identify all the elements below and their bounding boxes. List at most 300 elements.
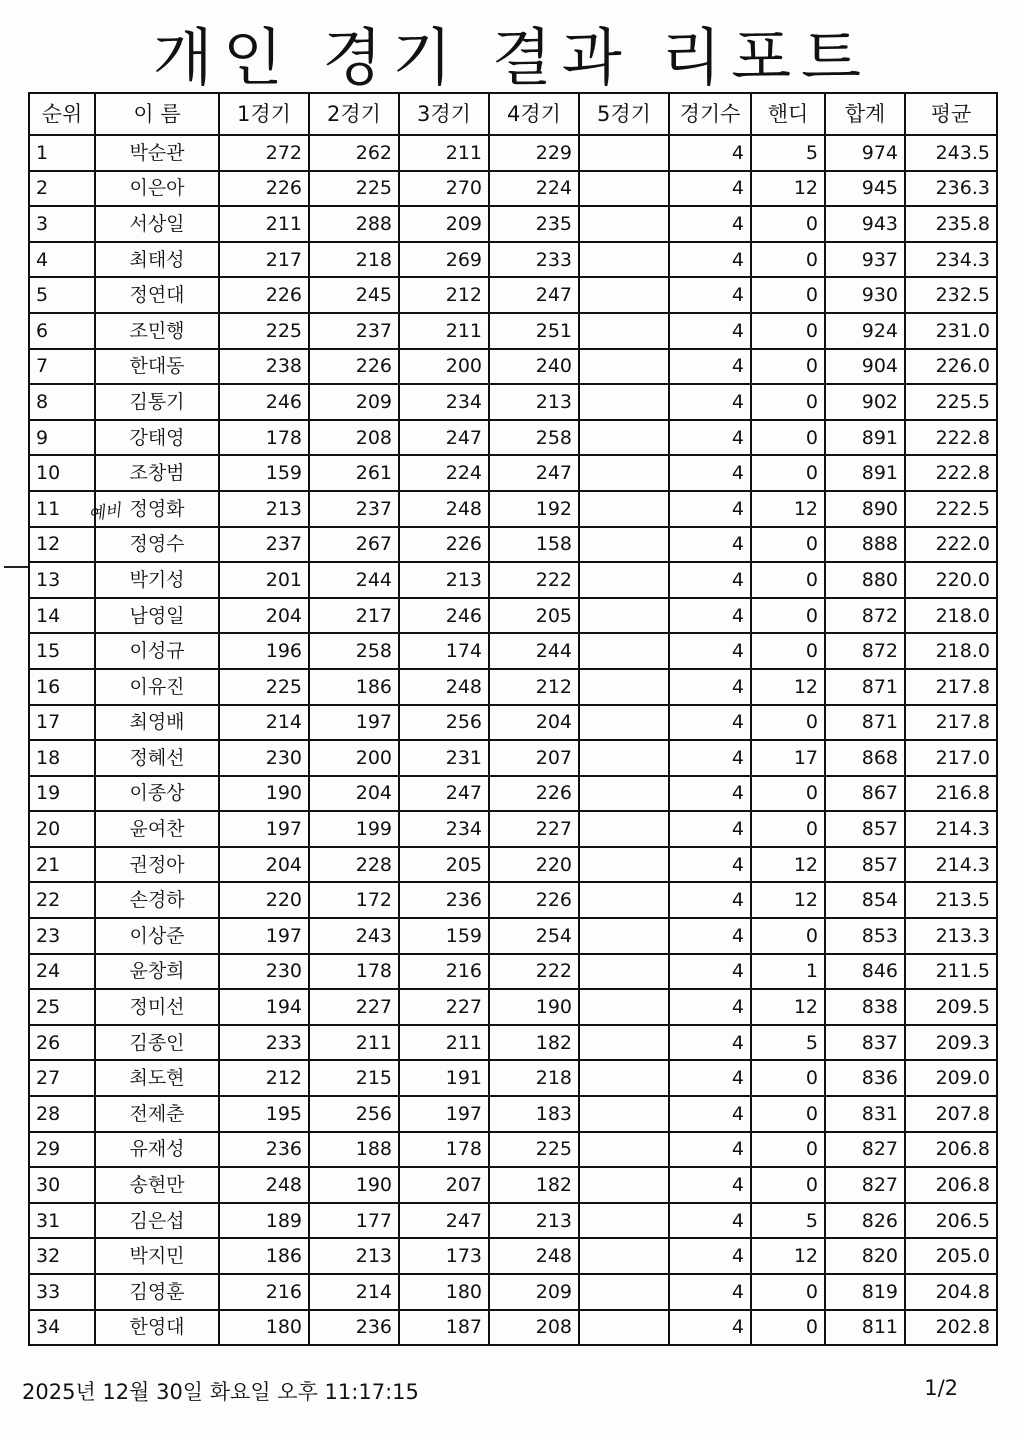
cell-game4: 224 — [489, 171, 579, 207]
table-row — [29, 1096, 997, 1132]
cell-game2: 213 — [309, 1238, 399, 1274]
cell-handicap: 0 — [751, 1060, 825, 1096]
table-row — [29, 1238, 997, 1274]
cell-games: 4 — [669, 1238, 751, 1274]
cell-name: 윤여찬 — [95, 811, 219, 847]
cell-game1: 248 — [219, 1167, 309, 1203]
cell-rank: 29 — [29, 1132, 95, 1168]
cell-game5 — [579, 527, 669, 563]
cell-name: 박지민 — [95, 1238, 219, 1274]
cell-game2: 256 — [309, 1096, 399, 1132]
cell-game2: 228 — [309, 847, 399, 883]
cell-game5 — [579, 1310, 669, 1346]
cell-games: 4 — [669, 811, 751, 847]
cell-game1: 178 — [219, 420, 309, 456]
cell-rank: 23 — [29, 918, 95, 954]
cell-game5 — [579, 384, 669, 420]
cell-average: 205.0 — [905, 1238, 997, 1274]
cell-game3: 227 — [399, 989, 489, 1025]
cell-games: 4 — [669, 1310, 751, 1346]
cell-average: 206.8 — [905, 1167, 997, 1203]
cell-handicap: 12 — [751, 171, 825, 207]
cell-game2: 244 — [309, 562, 399, 598]
cell-game3: 226 — [399, 527, 489, 563]
col-header-average: 평균 — [905, 93, 997, 135]
cell-average: 231.0 — [905, 313, 997, 349]
cell-game5 — [579, 313, 669, 349]
report-title: 개인 경기 결과 리포트 — [152, 21, 872, 94]
cell-game2: 288 — [309, 206, 399, 242]
cell-game2: 225 — [309, 171, 399, 207]
cell-rank: 22 — [29, 882, 95, 918]
cell-game3: 209 — [399, 206, 489, 242]
cell-game5 — [579, 1132, 669, 1168]
cell-rank: 13 — [29, 562, 95, 598]
cell-games: 4 — [669, 669, 751, 705]
cell-game2: 208 — [309, 420, 399, 456]
cell-game5 — [579, 420, 669, 456]
cell-name: 박순관 — [95, 135, 219, 171]
cell-total: 930 — [825, 277, 905, 313]
cell-handicap: 0 — [751, 242, 825, 278]
cell-game3: 159 — [399, 918, 489, 954]
cell-game1: 186 — [219, 1238, 309, 1274]
col-header-rank: 순위 — [29, 93, 95, 135]
cell-handicap: 0 — [751, 527, 825, 563]
cell-game4: 205 — [489, 598, 579, 634]
cell-handicap: 0 — [751, 1274, 825, 1310]
results-body — [29, 135, 997, 1345]
cell-game5 — [579, 847, 669, 883]
cell-game4: 248 — [489, 1238, 579, 1274]
cell-handicap: 0 — [751, 455, 825, 491]
cell-game1: 236 — [219, 1132, 309, 1168]
cell-game3: 191 — [399, 1060, 489, 1096]
cell-name: 강태영 — [95, 420, 219, 456]
cell-game4: 213 — [489, 384, 579, 420]
cell-handicap: 0 — [751, 598, 825, 634]
cell-game1: 233 — [219, 1025, 309, 1061]
cell-name: 조민행 — [95, 313, 219, 349]
col-header-name: 이 름 — [95, 93, 219, 135]
col-header-game2: 2경기 — [309, 93, 399, 135]
cell-game3: 212 — [399, 277, 489, 313]
cell-game2: 186 — [309, 669, 399, 705]
cell-game2: 197 — [309, 705, 399, 741]
cell-name: 남영일 — [95, 598, 219, 634]
cell-game5 — [579, 242, 669, 278]
cell-total: 838 — [825, 989, 905, 1025]
cell-game2: 227 — [309, 989, 399, 1025]
cell-average: 220.0 — [905, 562, 997, 598]
cell-handicap: 12 — [751, 491, 825, 527]
cell-average: 202.8 — [905, 1310, 997, 1346]
cell-rank: 14 — [29, 598, 95, 634]
cell-average: 222.0 — [905, 527, 997, 563]
table-row — [29, 989, 997, 1025]
cell-game1: 217 — [219, 242, 309, 278]
cell-game5 — [579, 349, 669, 385]
table-row — [29, 491, 997, 527]
cell-game1: 197 — [219, 811, 309, 847]
cell-game5 — [579, 598, 669, 634]
cell-rank: 34 — [29, 1310, 95, 1346]
cell-total: 836 — [825, 1060, 905, 1096]
cell-rank: 31 — [29, 1203, 95, 1239]
cell-average: 222.5 — [905, 491, 997, 527]
cell-rank: 21 — [29, 847, 95, 883]
cell-game2: 188 — [309, 1132, 399, 1168]
table-row — [29, 171, 997, 207]
table-row — [29, 1274, 997, 1310]
handwritten-note: 예비 — [87, 500, 123, 526]
cell-average: 235.8 — [905, 206, 997, 242]
cell-game3: 211 — [399, 313, 489, 349]
cell-rank: 2 — [29, 171, 95, 207]
cell-game3: 234 — [399, 384, 489, 420]
cell-total: 890 — [825, 491, 905, 527]
cell-handicap: 0 — [751, 776, 825, 812]
cell-average: 214.3 — [905, 847, 997, 883]
cell-game5 — [579, 954, 669, 990]
cell-rank: 7 — [29, 349, 95, 385]
cell-average: 236.3 — [905, 171, 997, 207]
cell-name: 최영배 — [95, 705, 219, 741]
cell-handicap: 0 — [751, 918, 825, 954]
cell-game1: 230 — [219, 740, 309, 776]
cell-name: 최태성 — [95, 242, 219, 278]
print-timestamp: 2025년 12월 30일 화요일 오후 11:17:15 — [22, 1380, 419, 1404]
cell-games: 4 — [669, 135, 751, 171]
cell-game3: 207 — [399, 1167, 489, 1203]
cell-game5 — [579, 1203, 669, 1239]
cell-average: 218.0 — [905, 633, 997, 669]
results-table — [28, 92, 998, 1346]
cell-games: 4 — [669, 776, 751, 812]
cell-total: 872 — [825, 598, 905, 634]
col-header-games: 경기수 — [669, 93, 751, 135]
cell-handicap: 17 — [751, 740, 825, 776]
cell-rank: 18 — [29, 740, 95, 776]
cell-game2: 199 — [309, 811, 399, 847]
cell-game5 — [579, 1238, 669, 1274]
cell-game4: 204 — [489, 705, 579, 741]
cell-game5 — [579, 277, 669, 313]
cell-total: 943 — [825, 206, 905, 242]
cell-name: 정영화 — [95, 491, 219, 527]
cell-handicap: 0 — [751, 811, 825, 847]
cell-games: 4 — [669, 918, 751, 954]
cell-game1: 216 — [219, 1274, 309, 1310]
cell-game4: 192 — [489, 491, 579, 527]
cell-name: 정혜선 — [95, 740, 219, 776]
cell-total: 902 — [825, 384, 905, 420]
cell-game5 — [579, 705, 669, 741]
cell-total: 868 — [825, 740, 905, 776]
cell-game3: 173 — [399, 1238, 489, 1274]
cell-game1: 204 — [219, 598, 309, 634]
table-row — [29, 527, 997, 563]
cell-games: 4 — [669, 455, 751, 491]
cell-game5 — [579, 1060, 669, 1096]
cell-total: 826 — [825, 1203, 905, 1239]
cell-game2: 226 — [309, 349, 399, 385]
cell-games: 4 — [669, 1025, 751, 1061]
cell-game2: 236 — [309, 1310, 399, 1346]
cell-games: 4 — [669, 882, 751, 918]
cell-rank: 4 — [29, 242, 95, 278]
cell-name: 이종상 — [95, 776, 219, 812]
cell-game5 — [579, 455, 669, 491]
cell-handicap: 0 — [751, 562, 825, 598]
cell-game5 — [579, 989, 669, 1025]
cell-total: 820 — [825, 1238, 905, 1274]
cell-game3: 178 — [399, 1132, 489, 1168]
cell-game1: 159 — [219, 455, 309, 491]
cell-average: 213.5 — [905, 882, 997, 918]
cell-game2: 245 — [309, 277, 399, 313]
cell-average: 214.3 — [905, 811, 997, 847]
cell-game5 — [579, 1274, 669, 1310]
cell-name: 전제춘 — [95, 1096, 219, 1132]
cell-rank: 24 — [29, 954, 95, 990]
cell-name: 김종인 — [95, 1025, 219, 1061]
cell-game5 — [579, 669, 669, 705]
cell-games: 4 — [669, 420, 751, 456]
cell-name: 이성규 — [95, 633, 219, 669]
cell-game5 — [579, 1025, 669, 1061]
cell-average: 232.5 — [905, 277, 997, 313]
cell-game2: 200 — [309, 740, 399, 776]
cell-handicap: 0 — [751, 313, 825, 349]
cell-name: 정영수 — [95, 527, 219, 563]
cell-rank: 10 — [29, 455, 95, 491]
table-row — [29, 705, 997, 741]
cell-total: 872 — [825, 633, 905, 669]
cell-rank: 8 — [29, 384, 95, 420]
cell-total: 853 — [825, 918, 905, 954]
cell-game4: 222 — [489, 562, 579, 598]
cell-game2: 217 — [309, 598, 399, 634]
cell-game1: 196 — [219, 633, 309, 669]
cell-average: 243.5 — [905, 135, 997, 171]
cell-game5 — [579, 171, 669, 207]
cell-name: 정미선 — [95, 989, 219, 1025]
table-row — [29, 135, 997, 171]
cell-games: 4 — [669, 1132, 751, 1168]
cell-handicap: 5 — [751, 1025, 825, 1061]
cell-game4: 225 — [489, 1132, 579, 1168]
table-row — [29, 669, 997, 705]
cell-name: 유재성 — [95, 1132, 219, 1168]
cell-handicap: 0 — [751, 705, 825, 741]
cell-game1: 197 — [219, 918, 309, 954]
cell-game4: 233 — [489, 242, 579, 278]
cell-game2: 262 — [309, 135, 399, 171]
cell-game4: 240 — [489, 349, 579, 385]
cell-name: 송현만 — [95, 1167, 219, 1203]
cell-game3: 248 — [399, 669, 489, 705]
cell-game3: 256 — [399, 705, 489, 741]
cell-game4: 208 — [489, 1310, 579, 1346]
cell-game4: 254 — [489, 918, 579, 954]
cell-game1: 246 — [219, 384, 309, 420]
cell-game1: 194 — [219, 989, 309, 1025]
cell-game2: 209 — [309, 384, 399, 420]
cell-game5 — [579, 633, 669, 669]
cell-game2: 204 — [309, 776, 399, 812]
cell-game4: 226 — [489, 882, 579, 918]
table-row — [29, 206, 997, 242]
cell-rank: 6 — [29, 313, 95, 349]
cell-game2: 218 — [309, 242, 399, 278]
cell-handicap: 0 — [751, 349, 825, 385]
cell-game5 — [579, 491, 669, 527]
cell-game3: 213 — [399, 562, 489, 598]
page-number: 1/2 — [924, 1376, 958, 1400]
cell-game2: 215 — [309, 1060, 399, 1096]
cell-game1: 213 — [219, 491, 309, 527]
cell-games: 4 — [669, 989, 751, 1025]
cell-total: 857 — [825, 847, 905, 883]
col-header-game4: 4경기 — [489, 93, 579, 135]
cell-game4: 244 — [489, 633, 579, 669]
table-row — [29, 918, 997, 954]
cell-average: 225.5 — [905, 384, 997, 420]
cell-rank: 28 — [29, 1096, 95, 1132]
cell-game1: 220 — [219, 882, 309, 918]
table-row — [29, 420, 997, 456]
cell-game1: 230 — [219, 954, 309, 990]
cell-name: 한대동 — [95, 349, 219, 385]
cell-game1: 195 — [219, 1096, 309, 1132]
cell-handicap: 0 — [751, 1167, 825, 1203]
table-row — [29, 455, 997, 491]
cell-game3: 248 — [399, 491, 489, 527]
cell-game2: 172 — [309, 882, 399, 918]
cell-games: 4 — [669, 1203, 751, 1239]
cell-game1: 214 — [219, 705, 309, 741]
table-row — [29, 811, 997, 847]
cell-handicap: 12 — [751, 989, 825, 1025]
cell-game3: 174 — [399, 633, 489, 669]
cell-total: 937 — [825, 242, 905, 278]
cell-rank: 33 — [29, 1274, 95, 1310]
cell-game4: 183 — [489, 1096, 579, 1132]
cell-rank: 25 — [29, 989, 95, 1025]
cell-name: 최도현 — [95, 1060, 219, 1096]
cell-games: 4 — [669, 740, 751, 776]
cell-total: 846 — [825, 954, 905, 990]
cell-average: 226.0 — [905, 349, 997, 385]
cell-game1: 189 — [219, 1203, 309, 1239]
cell-rank: 12 — [29, 527, 95, 563]
cell-game1: 225 — [219, 669, 309, 705]
cell-game4: 209 — [489, 1274, 579, 1310]
cell-game3: 187 — [399, 1310, 489, 1346]
cell-rank: 15 — [29, 633, 95, 669]
cell-game3: 270 — [399, 171, 489, 207]
cell-name: 서상일 — [95, 206, 219, 242]
cell-total: 924 — [825, 313, 905, 349]
cell-game5 — [579, 1167, 669, 1203]
cell-game5 — [579, 811, 669, 847]
cell-average: 204.8 — [905, 1274, 997, 1310]
cell-total: 827 — [825, 1167, 905, 1203]
cell-game2: 211 — [309, 1025, 399, 1061]
table-row — [29, 882, 997, 918]
cell-total: 974 — [825, 135, 905, 171]
cell-game1: 212 — [219, 1060, 309, 1096]
cell-game4: 247 — [489, 455, 579, 491]
cell-name: 이상준 — [95, 918, 219, 954]
cell-average: 222.8 — [905, 420, 997, 456]
cell-total: 891 — [825, 455, 905, 491]
cell-games: 4 — [669, 705, 751, 741]
cell-game5 — [579, 918, 669, 954]
cell-games: 4 — [669, 1096, 751, 1132]
table-row — [29, 242, 997, 278]
cell-game2: 237 — [309, 491, 399, 527]
table-row — [29, 847, 997, 883]
cell-game1: 237 — [219, 527, 309, 563]
cell-game3: 205 — [399, 847, 489, 883]
cell-rank: 27 — [29, 1060, 95, 1096]
table-row — [29, 776, 997, 812]
cell-game4: 218 — [489, 1060, 579, 1096]
cell-average: 207.8 — [905, 1096, 997, 1132]
cell-game1: 190 — [219, 776, 309, 812]
table-row — [29, 598, 997, 634]
cell-total: 888 — [825, 527, 905, 563]
cell-game2: 237 — [309, 313, 399, 349]
cell-game2: 214 — [309, 1274, 399, 1310]
cell-game2: 178 — [309, 954, 399, 990]
cell-game2: 177 — [309, 1203, 399, 1239]
cell-average: 206.5 — [905, 1203, 997, 1239]
cell-rank: 20 — [29, 811, 95, 847]
cell-total: 811 — [825, 1310, 905, 1346]
cell-game1: 211 — [219, 206, 309, 242]
cell-average: 218.0 — [905, 598, 997, 634]
cell-handicap: 0 — [751, 277, 825, 313]
cell-total: 867 — [825, 776, 905, 812]
cell-games: 4 — [669, 633, 751, 669]
col-header-game5: 5경기 — [579, 93, 669, 135]
cell-handicap: 0 — [751, 420, 825, 456]
cell-game4: 212 — [489, 669, 579, 705]
cell-game5 — [579, 776, 669, 812]
cell-rank: 30 — [29, 1167, 95, 1203]
cell-rank: 19 — [29, 776, 95, 812]
cell-handicap: 0 — [751, 206, 825, 242]
cell-games: 4 — [669, 491, 751, 527]
cell-game4: 190 — [489, 989, 579, 1025]
cell-name: 김영훈 — [95, 1274, 219, 1310]
cell-game4: 220 — [489, 847, 579, 883]
cell-game4: 182 — [489, 1167, 579, 1203]
cell-game4: 227 — [489, 811, 579, 847]
cell-rank: 32 — [29, 1238, 95, 1274]
cell-games: 4 — [669, 242, 751, 278]
cell-rank: 5 — [29, 277, 95, 313]
cell-game2: 261 — [309, 455, 399, 491]
cell-handicap: 0 — [751, 384, 825, 420]
cell-average: 209.0 — [905, 1060, 997, 1096]
cell-rank: 11 — [29, 491, 95, 527]
cell-name: 김통기 — [95, 384, 219, 420]
cell-game3: 269 — [399, 242, 489, 278]
